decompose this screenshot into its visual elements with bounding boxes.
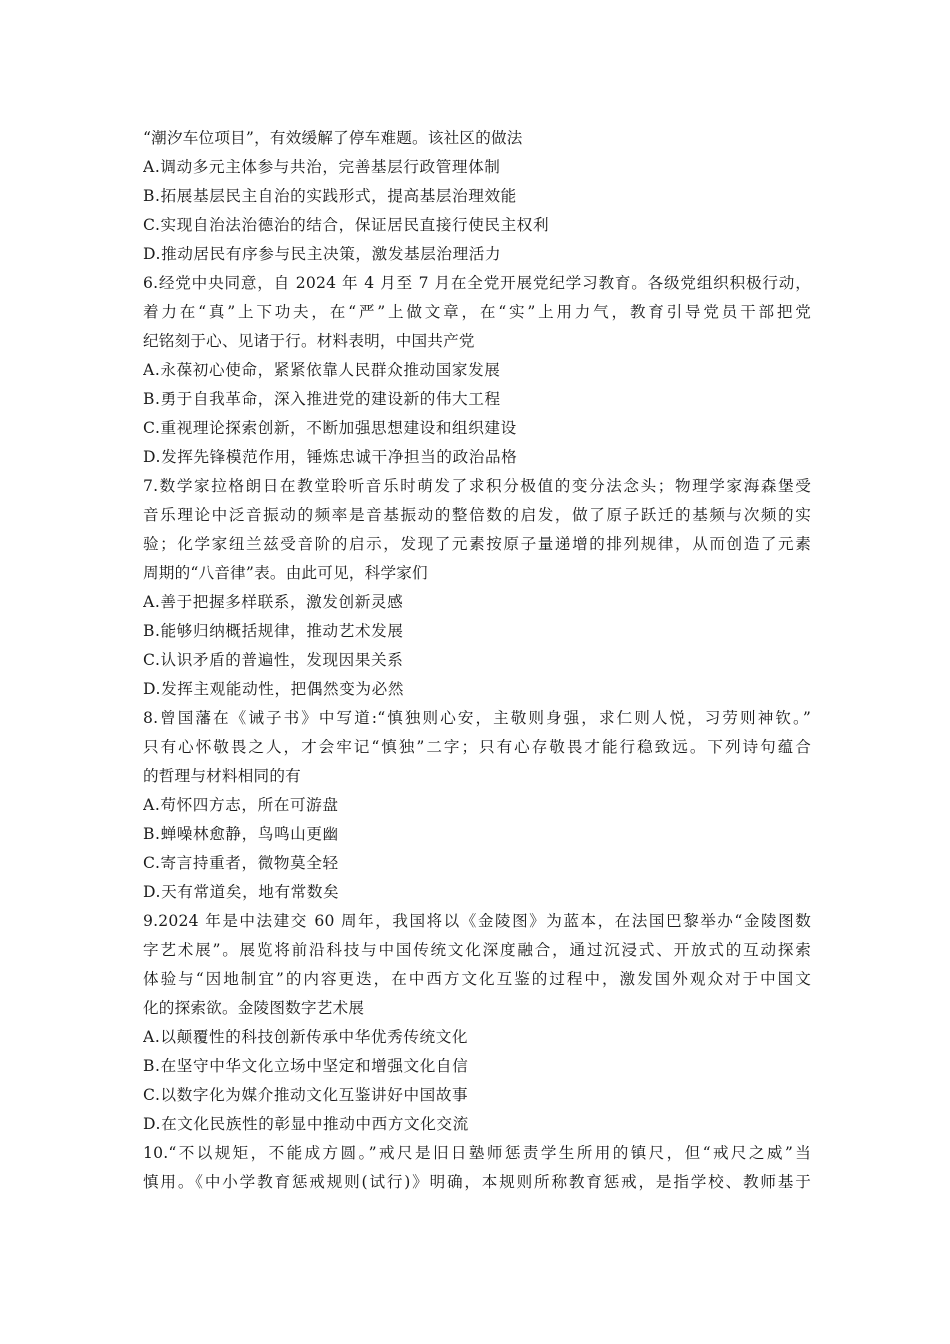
question-10-stem-line-2: 慎用。《中小学教育惩戒规则(试行)》明确，本规则所称教育惩戒，是指学校、教师基于 [143,1173,811,1191]
question-9-option-a: A.以颠覆性的科技创新传承中华优秀传统文化 [143,1028,469,1046]
question-8-option-a: A.苟怀四方志，所在可游盘 [143,796,339,814]
question-9-stem-line-3: 体验与“因地制宜”的内容更迭，在中西方文化互鉴的过程中，激发国外观众对于中国文 [143,970,811,988]
question-8-stem-line-2: 只有心怀敬畏之人，才会牢记“慎独”二字；只有心存敬畏才能行稳致远。下列诗句蕴合 [143,738,811,756]
question-6-option-b: B.勇于自我革命，深入推进党的建设新的伟大工程 [143,390,501,408]
question-6-option-c: C.重视理论探索创新，不断加强思想建设和组织建设 [143,419,517,437]
question-7-option-d: D.发挥主观能动性，把偶然变为必然 [143,680,405,698]
question-9 [143,907,811,1139]
question-5-tail [143,124,811,269]
question-5-stem-line: “潮汐车位项目”，有效缓解了停车难题。该社区的做法 [143,129,523,147]
question-9-option-c: C.以数字化为媒介推动文化互鉴讲好中国故事 [143,1086,469,1104]
question-9-stem-line-1: 9.2024 年是中法建交 60 周年，我国将以《金陵图》为蓝本，在法国巴黎举办“金陵图数 [143,912,811,930]
question-8 [143,704,811,907]
question-7 [143,472,811,704]
question-6-option-d: D.发挥先锋模范作用，锤炼忠诚干净担当的政治品格 [143,448,518,466]
question-8-option-b: B.蝉噪林愈静，鸟鸣山更幽 [143,825,339,843]
question-8-stem-line-1: 8.曾国藩在《诫子书》中写道:“慎独则心安，主敬则身强，求仁则人悦，习劳则神钦。” [143,709,811,727]
question-5-option-a: A.调动多元主体参与共治，完善基层行政管理体制 [143,158,501,176]
question-7-stem-line-3: 验；化学家纽兰兹受音阶的启示，发现了元素按原子量递增的排列规律，从而创造了元素 [143,535,811,553]
question-7-stem-line-4: 周期的“八音律”表。由此可见，科学家们 [143,564,428,582]
question-7-option-c: C.认识矛盾的普遍性，发现因果关系 [143,651,404,669]
question-8-option-c: C.寄言持重者，微物莫全轻 [143,854,339,872]
question-6-stem-line-3: 纪铭刻于心、见诸于行。材料表明，中国共产党 [143,332,475,350]
question-6-stem-line-2: 着力在“真”上下功夫，在“严”上做文章，在“实”上用力气，教育引导党员干部把党 [143,303,811,321]
question-9-stem-line-2: 字艺术展”。展览将前沿科技与中国传统文化深度融合，通过沉浸式、开放式的互动探索 [143,941,811,959]
question-9-option-d: D.在文化民族性的彰显中推动中西方文化交流 [143,1115,469,1133]
question-5-option-c: C.实现自治法治德治的结合，保证居民直接行使民主权利 [143,216,550,234]
question-9-stem-line-4: 化的探索欲。金陵图数字艺术展 [143,999,365,1017]
question-5-option-b: B.拓展基层民主自治的实践形式，提高基层治理效能 [143,187,517,205]
question-6-option-a: A.永葆初心使命，紧紧依靠人民群众推动国家发展 [143,361,501,379]
question-9-option-b: B.在坚守中华文化立场中坚定和增强文化自信 [143,1057,469,1075]
exam-page [143,124,811,1197]
question-10 [143,1139,811,1197]
question-6-stem-line-1: 6.经党中央同意，自 2024 年 4 月至 7 月在全党开展党纪学习教育。各级党组织积极行动， [143,274,811,292]
question-8-option-d: D.天有常道矣，地有常数矣 [143,883,340,901]
question-7-stem-line-1: 7.数学家拉格朗日在教堂聆听音乐时萌发了求积分极值的变分法念头；物理学家海森堡受 [143,477,811,495]
question-7-option-a: A.善于把握多样联系，激发创新灵感 [143,593,404,611]
question-10-stem-line-1: 10.“不以规矩，不能成方圆。”戒尺是旧日塾师惩责学生所用的镇尺，但“戒尺之威”当 [143,1144,811,1162]
question-5-option-d: D.推动居民有序参与民主决策，激发基层治理活力 [143,245,502,263]
question-8-stem-line-3: 的哲理与材料相同的有 [143,767,301,785]
question-7-option-b: B.能够归纳概括规律，推动艺术发展 [143,622,404,640]
question-7-stem-line-2: 音乐理论中泛音振动的频率是音基振动的整倍数的启发，做了原子跃迁的基频与次频的实 [143,506,811,524]
question-6 [143,269,811,472]
